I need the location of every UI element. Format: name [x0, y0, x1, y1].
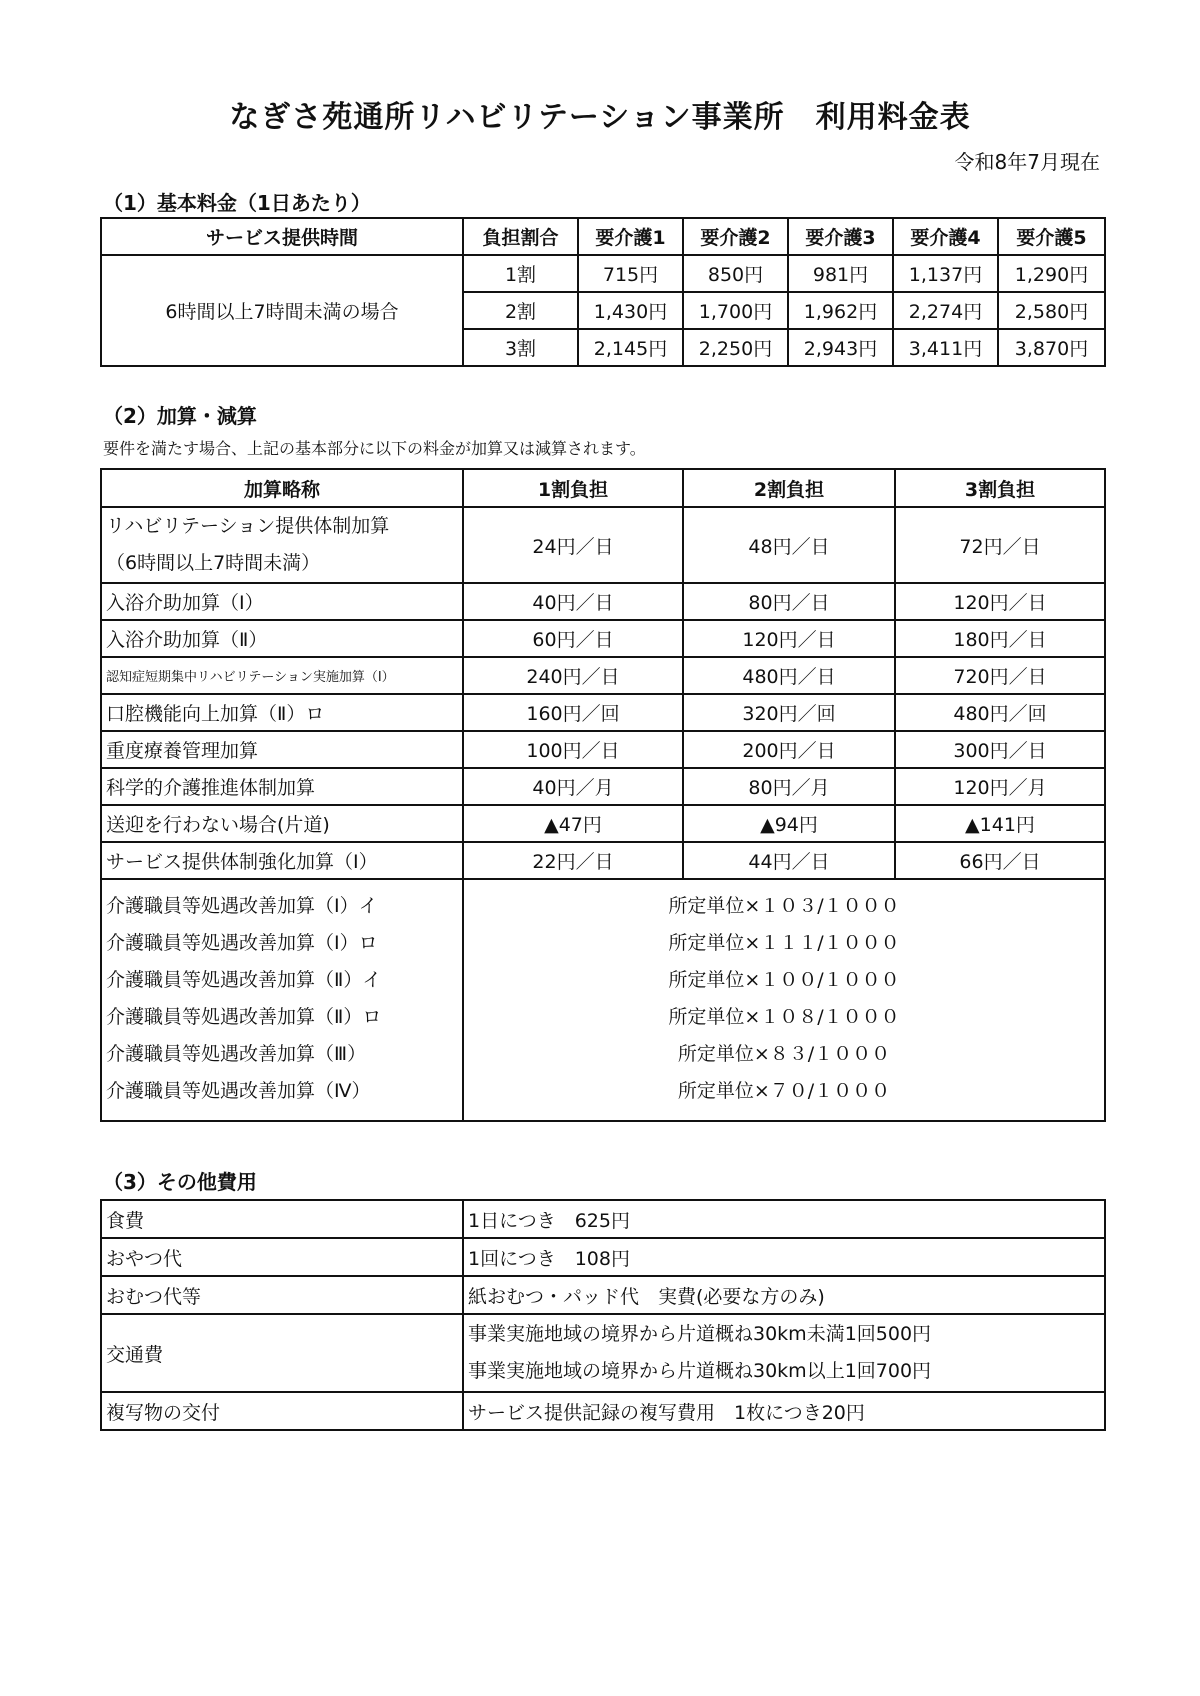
ratio-cell: 1割 — [463, 255, 578, 292]
fee-cell: 2,274円 — [893, 292, 998, 329]
section1-title: （1）基本料金（1日あたり） — [103, 191, 371, 215]
addition-value: 66円／日 — [895, 842, 1105, 879]
treatment-value: 所定単位×１０８/１０００ — [668, 1006, 900, 1028]
addition-name: 重度療養管理加算 — [101, 731, 463, 768]
table-row — [101, 768, 1105, 805]
deduction-value: ▲141円 — [895, 805, 1105, 842]
fee-cell: 3,411円 — [893, 329, 998, 366]
treatment-value: 所定単位×１１１/１０００ — [668, 932, 900, 954]
addition-value: 80円／日 — [683, 583, 895, 620]
addition-value: 72円／日 — [895, 507, 1105, 583]
fee-cell: 1,137円 — [893, 255, 998, 292]
header-service-time: サービス提供時間 — [101, 218, 463, 255]
fee-cell: 1,290円 — [998, 255, 1105, 292]
addition-value: 160円／回 — [463, 694, 683, 731]
page-title: なぎさ苑通所リハビリテーション事業所 利用料金表 — [229, 100, 971, 135]
addition-name: 認知症短期集中リハビリテーション実施加算（Ⅰ） — [101, 657, 463, 694]
cost-name: 交通費 — [101, 1314, 463, 1392]
table-row — [101, 1314, 1105, 1392]
addition-name: 入浴介助加算（Ⅰ） — [101, 583, 463, 620]
effective-date: 令和8年7月現在 — [954, 150, 1100, 174]
section3-title: （3）その他費用 — [103, 1170, 257, 1194]
treatment-improvement-row — [101, 879, 1105, 1121]
cost-value: 1回につき 108円 — [463, 1238, 1105, 1276]
fee-cell: 1,700円 — [683, 292, 788, 329]
treatment-name: 介護職員等処遇改善加算（Ⅰ）イ — [106, 895, 378, 917]
addition-value: 48円／日 — [683, 507, 895, 583]
header-care-level-3: 要介護3 — [788, 218, 893, 255]
addition-value: 24円／日 — [463, 507, 683, 583]
table-row — [101, 1238, 1105, 1276]
cost-value: サービス提供記録の複写費用 1枚につき20円 — [463, 1392, 1105, 1430]
table-row — [101, 255, 1105, 292]
table-row — [101, 805, 1105, 842]
addition-value: 120円／月 — [895, 768, 1105, 805]
addition-value: 180円／日 — [895, 620, 1105, 657]
cost-name: 複写物の交付 — [101, 1392, 463, 1430]
cost-value: 事業実施地域の境界から片道概ね30km以上1回700円 — [468, 1360, 932, 1382]
addition-value: 44円／日 — [683, 842, 895, 879]
table-row — [101, 1392, 1105, 1430]
basic-fee-table — [100, 217, 1106, 367]
header-care-level-5: 要介護5 — [998, 218, 1105, 255]
addition-value: 480円／回 — [895, 694, 1105, 731]
header-care-level-4: 要介護4 — [893, 218, 998, 255]
header-care-level-1: 要介護1 — [578, 218, 683, 255]
fee-cell: 2,943円 — [788, 329, 893, 366]
table-row — [101, 583, 1105, 620]
treatment-value: 所定単位×７０/１０００ — [677, 1080, 891, 1102]
addition-value: 60円／日 — [463, 620, 683, 657]
addition-value: 80円／月 — [683, 768, 895, 805]
header-ratio-1: 1割負担 — [463, 469, 683, 507]
table-row — [101, 1200, 1105, 1238]
addition-name: 送迎を行わない場合(片道) — [101, 805, 463, 842]
ratio-cell: 3割 — [463, 329, 578, 366]
treatment-name: 介護職員等処遇改善加算（Ⅱ）イ — [106, 969, 382, 991]
cost-value-cell — [463, 1314, 1105, 1392]
addition-value: 120円／日 — [683, 620, 895, 657]
treatment-name: 介護職員等処遇改善加算（Ⅲ） — [106, 1043, 367, 1065]
deduction-value: ▲47円 — [463, 805, 683, 842]
addition-name-sub: （6時間以上7時間未満） — [106, 552, 321, 574]
cost-name: おむつ代等 — [101, 1276, 463, 1314]
treatment-value-cell — [463, 879, 1105, 1121]
header-ratio: 負担割合 — [463, 218, 578, 255]
cost-name: おやつ代 — [101, 1238, 463, 1276]
addition-value: 480円／日 — [683, 657, 895, 694]
service-time-cell: 6時間以上7時間未満の場合 — [101, 255, 463, 366]
cost-name: 食費 — [101, 1200, 463, 1238]
table-row — [101, 694, 1105, 731]
addition-name: サービス提供体制強化加算（Ⅰ） — [101, 842, 463, 879]
addition-value: 320円／回 — [683, 694, 895, 731]
header-addition-name: 加算略称 — [101, 469, 463, 507]
addition-name: 入浴介助加算（Ⅱ） — [101, 620, 463, 657]
treatment-name-cell — [101, 879, 463, 1121]
addition-value: 120円／日 — [895, 583, 1105, 620]
cost-value: 紙おむつ・パッド代 実費(必要な方のみ) — [463, 1276, 1105, 1314]
addition-value: 720円／日 — [895, 657, 1105, 694]
table-row — [101, 842, 1105, 879]
fee-cell: 715円 — [578, 255, 683, 292]
fee-cell: 2,250円 — [683, 329, 788, 366]
fee-cell: 1,430円 — [578, 292, 683, 329]
section2-title: （2）加算・減算 — [103, 404, 257, 428]
addition-name: 科学的介護推進体制加算 — [101, 768, 463, 805]
addition-value: 40円／日 — [463, 583, 683, 620]
treatment-value: 所定単位×１００/１０００ — [668, 969, 900, 991]
table-row — [101, 507, 1105, 583]
addition-value: 100円／日 — [463, 731, 683, 768]
table-row — [101, 620, 1105, 657]
header-ratio-3: 3割負担 — [895, 469, 1105, 507]
addition-name: リハビリテーション提供体制加算 — [106, 515, 390, 537]
deduction-value: ▲94円 — [683, 805, 895, 842]
table-header-row — [101, 218, 1105, 255]
table-row — [101, 657, 1105, 694]
addition-value: 200円／日 — [683, 731, 895, 768]
ratio-cell: 2割 — [463, 292, 578, 329]
treatment-name: 介護職員等処遇改善加算（Ⅳ） — [106, 1080, 371, 1102]
table-row — [101, 1276, 1105, 1314]
fee-cell: 1,962円 — [788, 292, 893, 329]
fee-cell: 3,870円 — [998, 329, 1105, 366]
addition-value: 300円／日 — [895, 731, 1105, 768]
fee-cell: 2,145円 — [578, 329, 683, 366]
addition-value: 40円／月 — [463, 768, 683, 805]
section2-note: 要件を満たす場合、上記の基本部分に以下の料金が加算又は減算されます。 — [103, 439, 646, 458]
cost-value: 1日につき 625円 — [463, 1200, 1105, 1238]
treatment-name: 介護職員等処遇改善加算（Ⅱ）ロ — [106, 1006, 382, 1028]
fee-cell: 2,580円 — [998, 292, 1105, 329]
treatment-value: 所定単位×８３/１０００ — [677, 1043, 891, 1065]
header-ratio-2: 2割負担 — [683, 469, 895, 507]
other-costs-table — [100, 1199, 1106, 1431]
header-care-level-2: 要介護2 — [683, 218, 788, 255]
fee-cell: 850円 — [683, 255, 788, 292]
table-row — [101, 731, 1105, 768]
addition-value: 240円／日 — [463, 657, 683, 694]
table-header-row — [101, 469, 1105, 507]
addition-value: 22円／日 — [463, 842, 683, 879]
addition-name: 口腔機能向上加算（Ⅱ）ロ — [101, 694, 463, 731]
addition-name-cell — [101, 507, 463, 583]
fee-cell: 981円 — [788, 255, 893, 292]
treatment-name: 介護職員等処遇改善加算（Ⅰ）ロ — [106, 932, 378, 954]
additions-table — [100, 468, 1106, 1122]
cost-value: 事業実施地域の境界から片道概ね30km未満1回500円 — [468, 1323, 932, 1345]
treatment-value: 所定単位×１０３/１０００ — [668, 895, 900, 917]
